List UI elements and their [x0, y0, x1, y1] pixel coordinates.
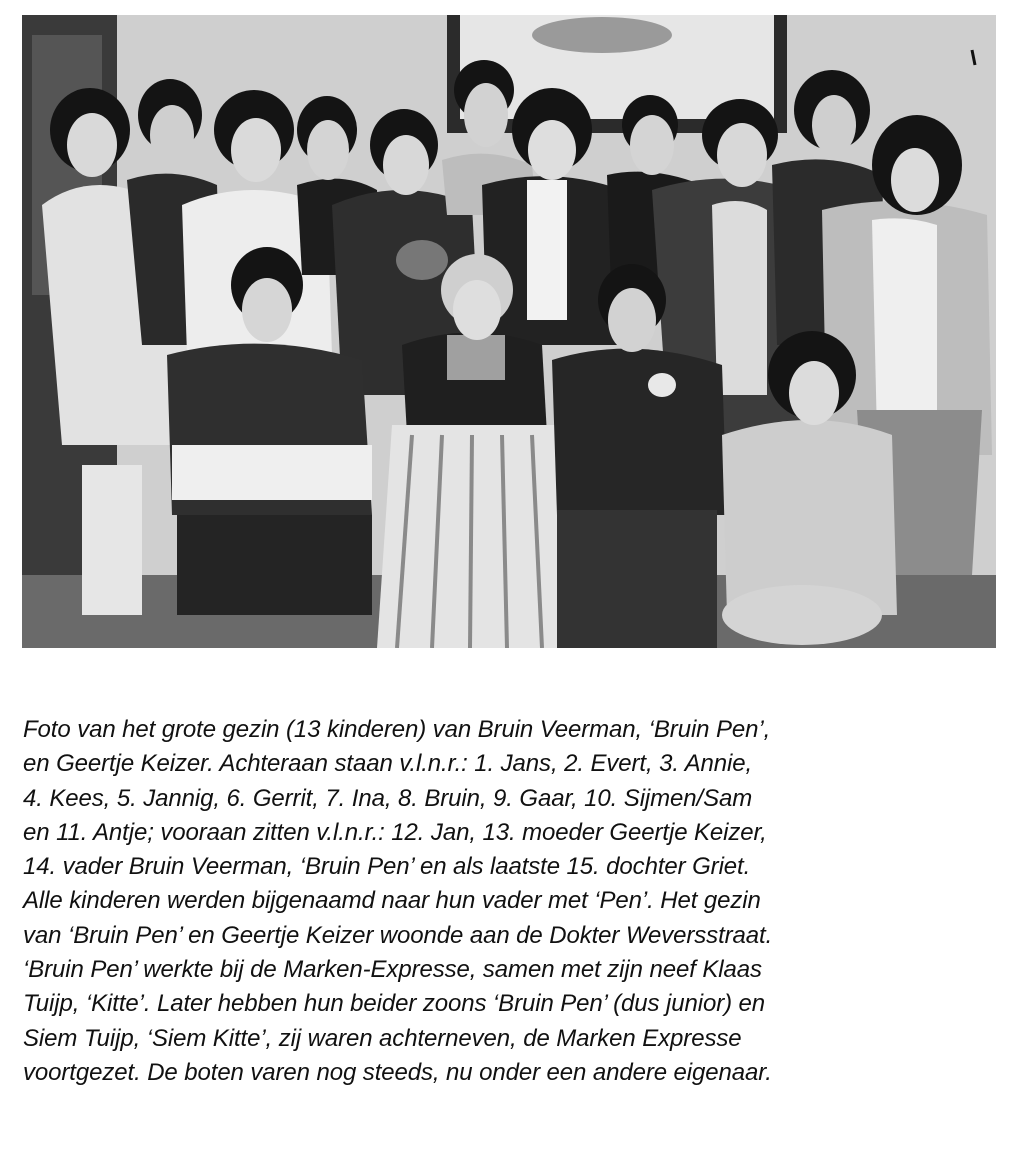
caption-line: voortgezet. De boten varen nog steeds, nu onder een andere eigenaar.: [23, 1058, 772, 1086]
photo-caption: [23, 713, 1013, 1090]
caption-line: en 11. Antje; vooraan zitten v.l.n.r.: 12. Jan, 13. moeder Geertje Keizer,: [23, 818, 767, 846]
photo-painting-figure: [532, 17, 672, 53]
caption-line: ‘Bruin Pen’ werkte bij de Marken-Expresse, samen met zijn neef Klaas: [23, 956, 762, 984]
caption-line: van ‘Bruin Pen’ en Geertje Keizer woonde aan de Dokter Weversstraat.: [23, 921, 773, 949]
caption-line: Foto van het grote gezin (13 kinderen) van Bruin Veerman, ‘Bruin Pen’,: [23, 716, 771, 743]
caption-line: en Geertje Keizer. Achteraan staan v.l.n.r.: 1. Jans, 2. Evert, 3. Annie,: [23, 750, 753, 778]
family-photo-illustration: [22, 15, 996, 648]
family-group-photo: [22, 15, 996, 648]
caption-line: 14. vader Bruin Veerman, ‘Bruin Pen’ en als laatste 15. dochter Griet.: [23, 853, 751, 881]
caption-line: Alle kinderen werden bijgenaamd naar hun vader met ‘Pen’. Het gezin: [23, 887, 761, 915]
caption-line: Tuijp, ‘Kitte’. Later hebben hun beider zoons ‘Bruin Pen’ (dus junior) en: [23, 990, 766, 1018]
caption-line: 4. Kees, 5. Jannig, 6. Gerrit, 7. Ina, 8. Bruin, 9. Gaar, 10. Sijmen/Sam: [23, 784, 753, 812]
caption-line: Siem Tuijp, ‘Siem Kitte’, zij waren achterneven, de Marken Expresse: [23, 1024, 742, 1052]
